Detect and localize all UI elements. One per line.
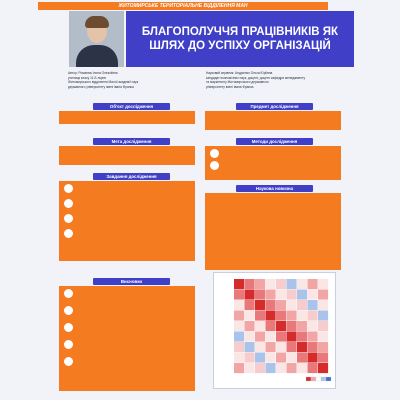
heatmap-cell bbox=[308, 290, 318, 300]
heatmap-cell bbox=[234, 311, 244, 321]
heatmap-cell bbox=[287, 332, 297, 342]
heatmap-cell bbox=[318, 311, 328, 321]
heatmap-cell bbox=[245, 342, 255, 352]
legend-swatch bbox=[326, 377, 331, 381]
conclusion-row bbox=[64, 357, 190, 366]
bullet-icon bbox=[210, 161, 219, 170]
author-info bbox=[68, 71, 188, 89]
heatmap-cell bbox=[297, 290, 307, 300]
heatmap-cell bbox=[297, 279, 307, 289]
heatmap-cell bbox=[297, 300, 307, 310]
tasks-heading: Завдання дослідження bbox=[93, 173, 170, 180]
heatmap-cell bbox=[276, 290, 286, 300]
task-row bbox=[64, 199, 190, 208]
heatmap-cell bbox=[266, 290, 276, 300]
heatmap-cell bbox=[297, 363, 307, 373]
heatmap-cell bbox=[276, 321, 286, 331]
bullet-icon bbox=[64, 306, 73, 315]
heatmap-cell bbox=[234, 300, 244, 310]
heatmap-cell bbox=[276, 311, 286, 321]
poster-title-line2: ШЛЯХ ДО УСПІХУ ОРГАНІЗАЦІЙ bbox=[149, 40, 331, 52]
heatmap-cell bbox=[234, 342, 244, 352]
heatmap-cell bbox=[308, 353, 318, 363]
heatmap-cell bbox=[276, 353, 286, 363]
heatmap-cell bbox=[245, 300, 255, 310]
heatmap-cell bbox=[245, 321, 255, 331]
goal-heading: Мета дослідження bbox=[93, 138, 170, 145]
supervisor-info bbox=[206, 71, 346, 89]
heatmap-cell bbox=[318, 290, 328, 300]
heatmap-cell bbox=[266, 300, 276, 310]
novelty-heading: Наукова новизна bbox=[236, 185, 313, 192]
legend-swatch bbox=[306, 377, 311, 381]
heatmap-cell bbox=[308, 321, 318, 331]
heatmap-cell bbox=[266, 353, 276, 363]
poster-title-line1: БЛАГОПОЛУЧЧЯ ПРАЦІВНИКІВ ЯК bbox=[141, 26, 339, 38]
heatmap-cell bbox=[245, 290, 255, 300]
heatmap-cell bbox=[287, 300, 297, 310]
heatmap-cell bbox=[276, 279, 286, 289]
heatmap-cell bbox=[297, 321, 307, 331]
methods-heading: Методи дослідження bbox=[236, 138, 313, 145]
heatmap-cell bbox=[318, 342, 328, 352]
heatmap-cell bbox=[234, 353, 244, 363]
author-line: Автор: Романюк Ілона Олексіївна bbox=[68, 71, 118, 75]
goal-panel bbox=[59, 146, 195, 165]
heatmap-cell bbox=[234, 290, 244, 300]
heatmap-cell bbox=[297, 342, 307, 352]
conclusions-heading: Висновки bbox=[93, 278, 170, 285]
heatmap-cell bbox=[287, 279, 297, 289]
object-heading: Об'єкт дослідження bbox=[93, 103, 170, 110]
bullet-icon bbox=[64, 199, 73, 208]
correlation-matrix bbox=[213, 272, 336, 389]
supervisor-line: та маркетингу Житомирського державного bbox=[206, 80, 269, 85]
poster-title bbox=[126, 11, 354, 67]
heatmap-cell bbox=[255, 332, 265, 342]
bullet-icon bbox=[64, 340, 73, 349]
heatmap-cell bbox=[308, 363, 318, 373]
heatmap-cell bbox=[276, 363, 286, 373]
bullet-icon bbox=[64, 214, 73, 223]
heatmap-cell bbox=[287, 353, 297, 363]
conclusion-row bbox=[64, 340, 190, 349]
methods-panel bbox=[205, 146, 341, 180]
bullet-icon bbox=[64, 229, 73, 238]
correlation-matrix-svg bbox=[214, 273, 337, 390]
heatmap-cell bbox=[297, 332, 307, 342]
heatmap-cell bbox=[287, 363, 297, 373]
heatmap-cell bbox=[255, 279, 265, 289]
heatmap-cell bbox=[276, 300, 286, 310]
conclusion-row bbox=[64, 323, 190, 332]
author-line: державного університету імені Івана Франка bbox=[68, 84, 134, 89]
heatmap-cell bbox=[287, 342, 297, 352]
heatmap-cell bbox=[255, 321, 265, 331]
heatmap-cell bbox=[266, 279, 276, 289]
task-row bbox=[64, 229, 190, 238]
heatmap-cell bbox=[255, 290, 265, 300]
heatmap-cell bbox=[234, 363, 244, 373]
heatmap-cell bbox=[255, 311, 265, 321]
methods-row bbox=[210, 161, 336, 170]
heatmap-cell bbox=[255, 300, 265, 310]
heatmap-cell bbox=[234, 321, 244, 331]
heatmap-cell bbox=[245, 363, 255, 373]
author-line: учениця класу 11-Б ліцею bbox=[68, 75, 107, 80]
heatmap-cell bbox=[308, 311, 318, 321]
bullet-icon bbox=[64, 357, 73, 366]
subject-panel bbox=[205, 111, 341, 130]
supervisor-line: Науковий керівник: Андрієнко Ольга Юріївна bbox=[206, 71, 273, 75]
heatmap-cell bbox=[297, 311, 307, 321]
heatmap-cell bbox=[318, 363, 328, 373]
heatmap-cell bbox=[276, 342, 286, 352]
heatmap-cell bbox=[245, 311, 255, 321]
object-panel bbox=[59, 111, 195, 124]
heatmap-cell bbox=[255, 363, 265, 373]
heatmap-cell bbox=[245, 332, 255, 342]
bullet-icon bbox=[64, 184, 73, 193]
heatmap-cell bbox=[245, 353, 255, 363]
conclusion-row bbox=[64, 306, 190, 315]
tasks-panel bbox=[59, 181, 195, 261]
heatmap-cell bbox=[318, 321, 328, 331]
institution-banner: ЖИТОМИРСЬКЕ ТЕРИТОРІАЛЬНЕ ВІДДІЛЕННЯ МАН bbox=[38, 2, 328, 10]
heatmap-cell bbox=[318, 353, 328, 363]
heatmap-cell bbox=[266, 321, 276, 331]
author-line: Житомирського відділення Малої академії наук bbox=[68, 80, 139, 85]
heatmap-cell bbox=[266, 342, 276, 352]
bullet-icon bbox=[64, 323, 73, 332]
heatmap-cell bbox=[255, 353, 265, 363]
heatmap-cell bbox=[255, 342, 265, 352]
heatmap-cell bbox=[318, 332, 328, 342]
heatmap-cell bbox=[234, 279, 244, 289]
heatmap-cell bbox=[287, 311, 297, 321]
author-photo bbox=[69, 11, 124, 67]
heatmap-cell bbox=[308, 300, 318, 310]
heatmap-cell bbox=[245, 279, 255, 289]
subject-heading: Предмет дослідження bbox=[236, 103, 313, 110]
legend-swatch bbox=[321, 377, 326, 381]
heatmap-cell bbox=[287, 290, 297, 300]
bullet-icon bbox=[210, 149, 219, 158]
novelty-panel bbox=[205, 193, 341, 270]
conclusion-row bbox=[64, 289, 190, 298]
heatmap-cell bbox=[234, 332, 244, 342]
supervisor-line: університету імені Івана Франка bbox=[206, 84, 254, 89]
legend-swatch bbox=[316, 377, 321, 381]
heatmap-cell bbox=[287, 321, 297, 331]
heatmap-cell bbox=[318, 300, 328, 310]
heatmap-cell bbox=[276, 332, 286, 342]
heatmap-cell bbox=[318, 279, 328, 289]
task-row bbox=[64, 184, 190, 193]
legend-swatch bbox=[311, 377, 316, 381]
task-row bbox=[64, 214, 190, 223]
bullet-icon bbox=[64, 289, 73, 298]
heatmap-cell bbox=[266, 332, 276, 342]
supervisor-line: кандидат економічних наук, доцент, доцент кафедри менеджменту bbox=[206, 75, 306, 80]
heatmap-cell bbox=[297, 353, 307, 363]
methods-row bbox=[210, 149, 336, 158]
conclusions-panel bbox=[59, 286, 195, 391]
heatmap-cell bbox=[308, 332, 318, 342]
heatmap-cell bbox=[308, 342, 318, 352]
heatmap-cell bbox=[266, 311, 276, 321]
heatmap-cell bbox=[266, 363, 276, 373]
heatmap-cell bbox=[308, 279, 318, 289]
